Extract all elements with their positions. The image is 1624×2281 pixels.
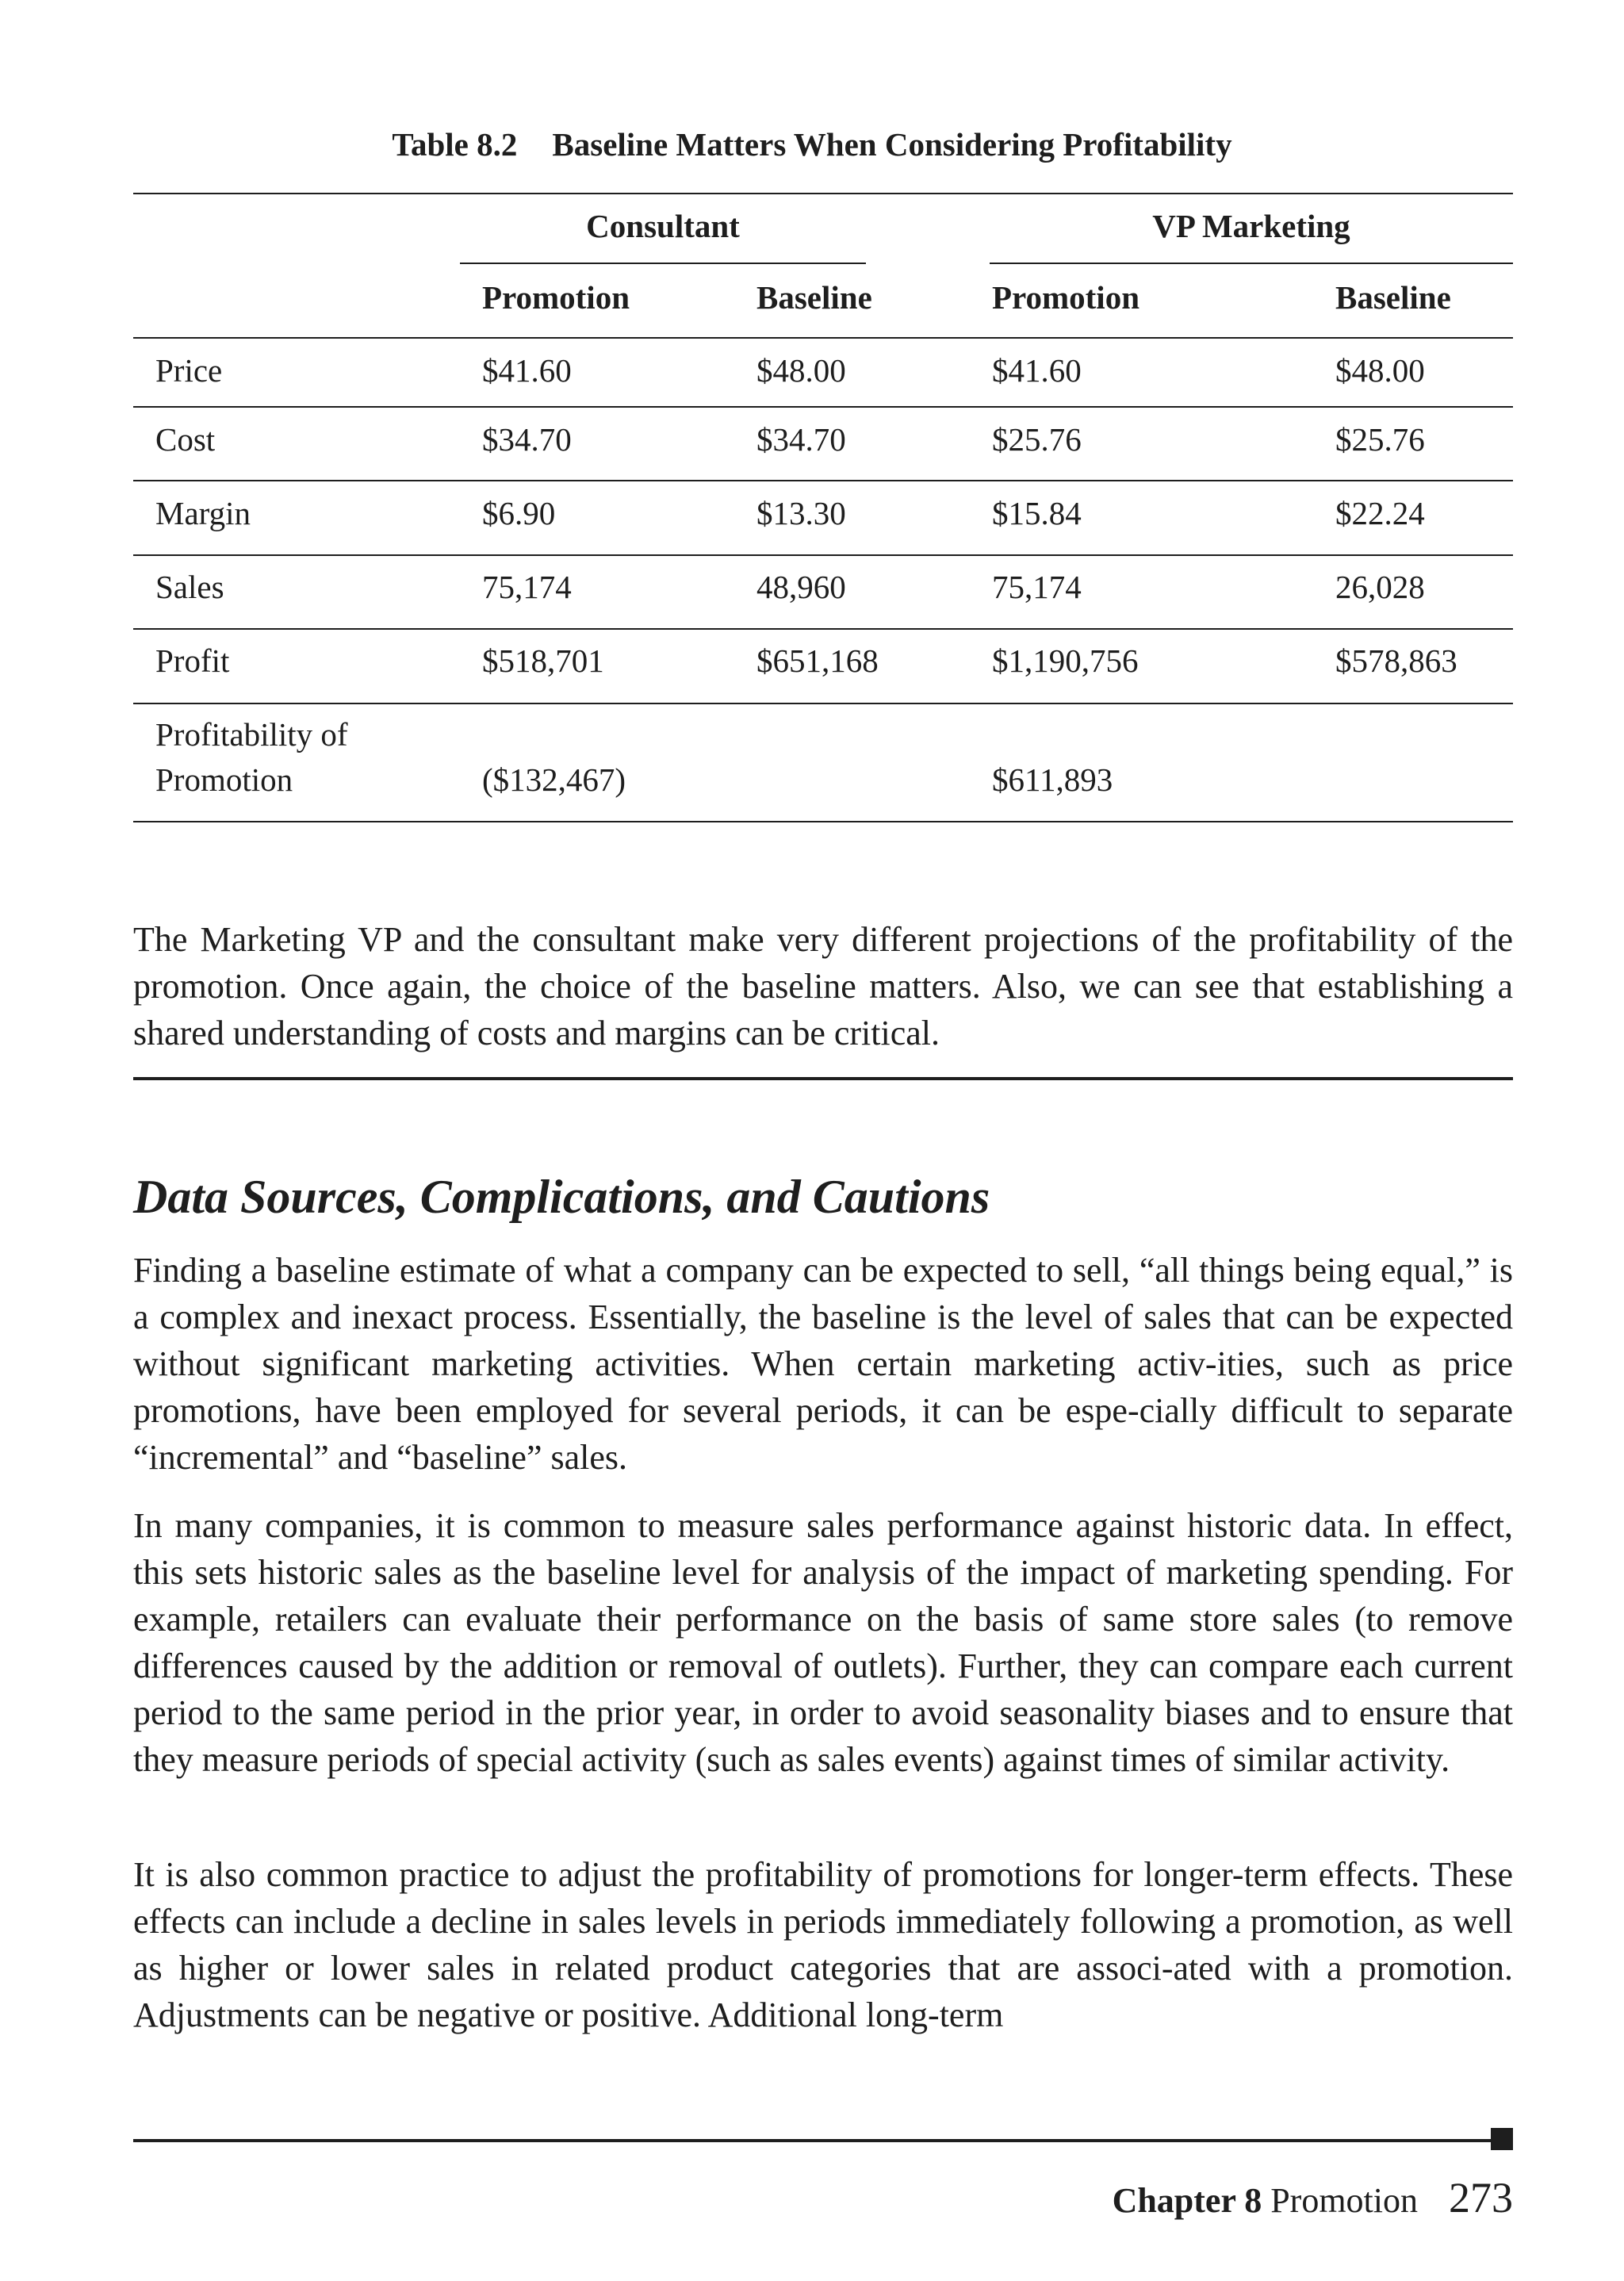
row-label-profitability-line1: Profitability of [155, 716, 348, 753]
table-cell: $34.70 [756, 421, 846, 458]
body-paragraph: Finding a baseline estimate of what a company can be expected to sell, “all things being equal,” is a complex and inexact process. Essentially, the baseline is the level of sales that can be expected without significant marketing activities. When certain marketing activ-ities, such as price promotions, have been employed for several periods, it can be espe-cially difficult to separate “incremental” and “baseline” sales. [133, 1251, 1513, 1477]
table-cell: $25.76 [992, 421, 1082, 458]
table-bottom-rule [133, 821, 1513, 822]
subheader-vp-promotion: Promotion [992, 279, 1140, 316]
row-label-profit: Profit [155, 642, 230, 679]
row-label-profitability-line2: Promotion [155, 761, 293, 798]
row-label-sales: Sales [155, 569, 224, 605]
table-cell: $41.60 [482, 352, 572, 389]
subheader-consultant-promotion: Promotion [482, 279, 630, 316]
table-cell: 48,960 [756, 569, 846, 605]
table-cell: $1,190,756 [992, 642, 1139, 679]
section-heading: Data Sources, Complications, and Cautions [133, 1171, 990, 1223]
page-footer [1113, 2173, 1513, 2222]
page-number: 273 [1449, 2174, 1513, 2222]
table-cell: $48.00 [756, 352, 846, 389]
footer-chapter: Chapter 8 [1112, 2181, 1262, 2220]
table-cell: $34.70 [482, 421, 572, 458]
group-header-vp-marketing: VP Marketing [1152, 208, 1350, 244]
footer-square-marker [1491, 2128, 1513, 2150]
table-cell: $518,701 [482, 642, 604, 679]
row-rule [133, 406, 1513, 408]
body-paragraph: In many companies, it is common to measure sales performance against historic data. In effect, this sets historic sales as the baseline level for analysis of the impact of marketing spending. For example, retailers can evaluate their performance on the basis of same store sales (to remove differences caused by the addition or removal of outlets). Further, they can compare each current period to the same period in the prior year, in order to avoid seasonality biases and to ensure that they measure periods of special activity (such as sales events) against times of similar activity. [133, 1506, 1513, 1779]
table-cell: $15.84 [992, 495, 1082, 531]
consultant-group-rule [460, 263, 866, 264]
section-divider [133, 1077, 1513, 1080]
table-cell: $651,168 [756, 642, 879, 679]
row-label-cost: Cost [155, 421, 216, 458]
table-cell: 75,174 [992, 569, 1082, 605]
group-header-consultant: Consultant [586, 208, 740, 244]
row-label-margin: Margin [155, 495, 251, 531]
table-cell: $25.76 [1335, 421, 1425, 458]
footer-section: Promotion [1270, 2181, 1418, 2220]
table-label: Table 8.2 [392, 126, 518, 163]
row-label-price: Price [155, 352, 223, 389]
subheader-vp-baseline: Baseline [1335, 279, 1451, 316]
table-cell: $578,863 [1335, 642, 1457, 679]
body-paragraph: It is also common practice to adjust the profitability of promotions for longer-term effects. These effects can include a decline in sales levels in periods immediately following a promotion, as well as higher or lower sales in related product categories that are associ-ated with a promotion. Adjustments can be negative or positive. Additional long-term [133, 1855, 1513, 2034]
table-cell: $13.30 [756, 495, 846, 531]
row-rule [133, 480, 1513, 481]
table-cell: $41.60 [992, 352, 1082, 389]
table-cell: $48.00 [1335, 352, 1425, 389]
vp-group-rule [990, 263, 1513, 264]
table-top-rule [133, 193, 1513, 194]
table-caption [0, 125, 1624, 163]
subheader-consultant-baseline: Baseline [756, 279, 872, 316]
row-rule [133, 554, 1513, 556]
table-cell: $6.90 [482, 495, 556, 531]
table-cell: $22.24 [1335, 495, 1425, 531]
table-cell: ($132,467) [482, 761, 626, 798]
table-cell: 75,174 [482, 569, 572, 605]
header-bottom-rule [133, 337, 1513, 339]
table-title: Baseline Matters When Considering Profitability [552, 126, 1232, 163]
table-cell: $611,893 [992, 761, 1113, 798]
table-cell: 26,028 [1335, 569, 1425, 605]
row-rule [133, 703, 1513, 704]
paragraph-after-table: The Marketing VP and the consultant make very different projections of the profitability of the promotion. Once again, the choice of the baseline matters. Also, we can see that establishing a shared understanding of costs and margins can be critical. [133, 920, 1513, 1052]
footer-rule [133, 2139, 1497, 2142]
row-rule [133, 628, 1513, 630]
